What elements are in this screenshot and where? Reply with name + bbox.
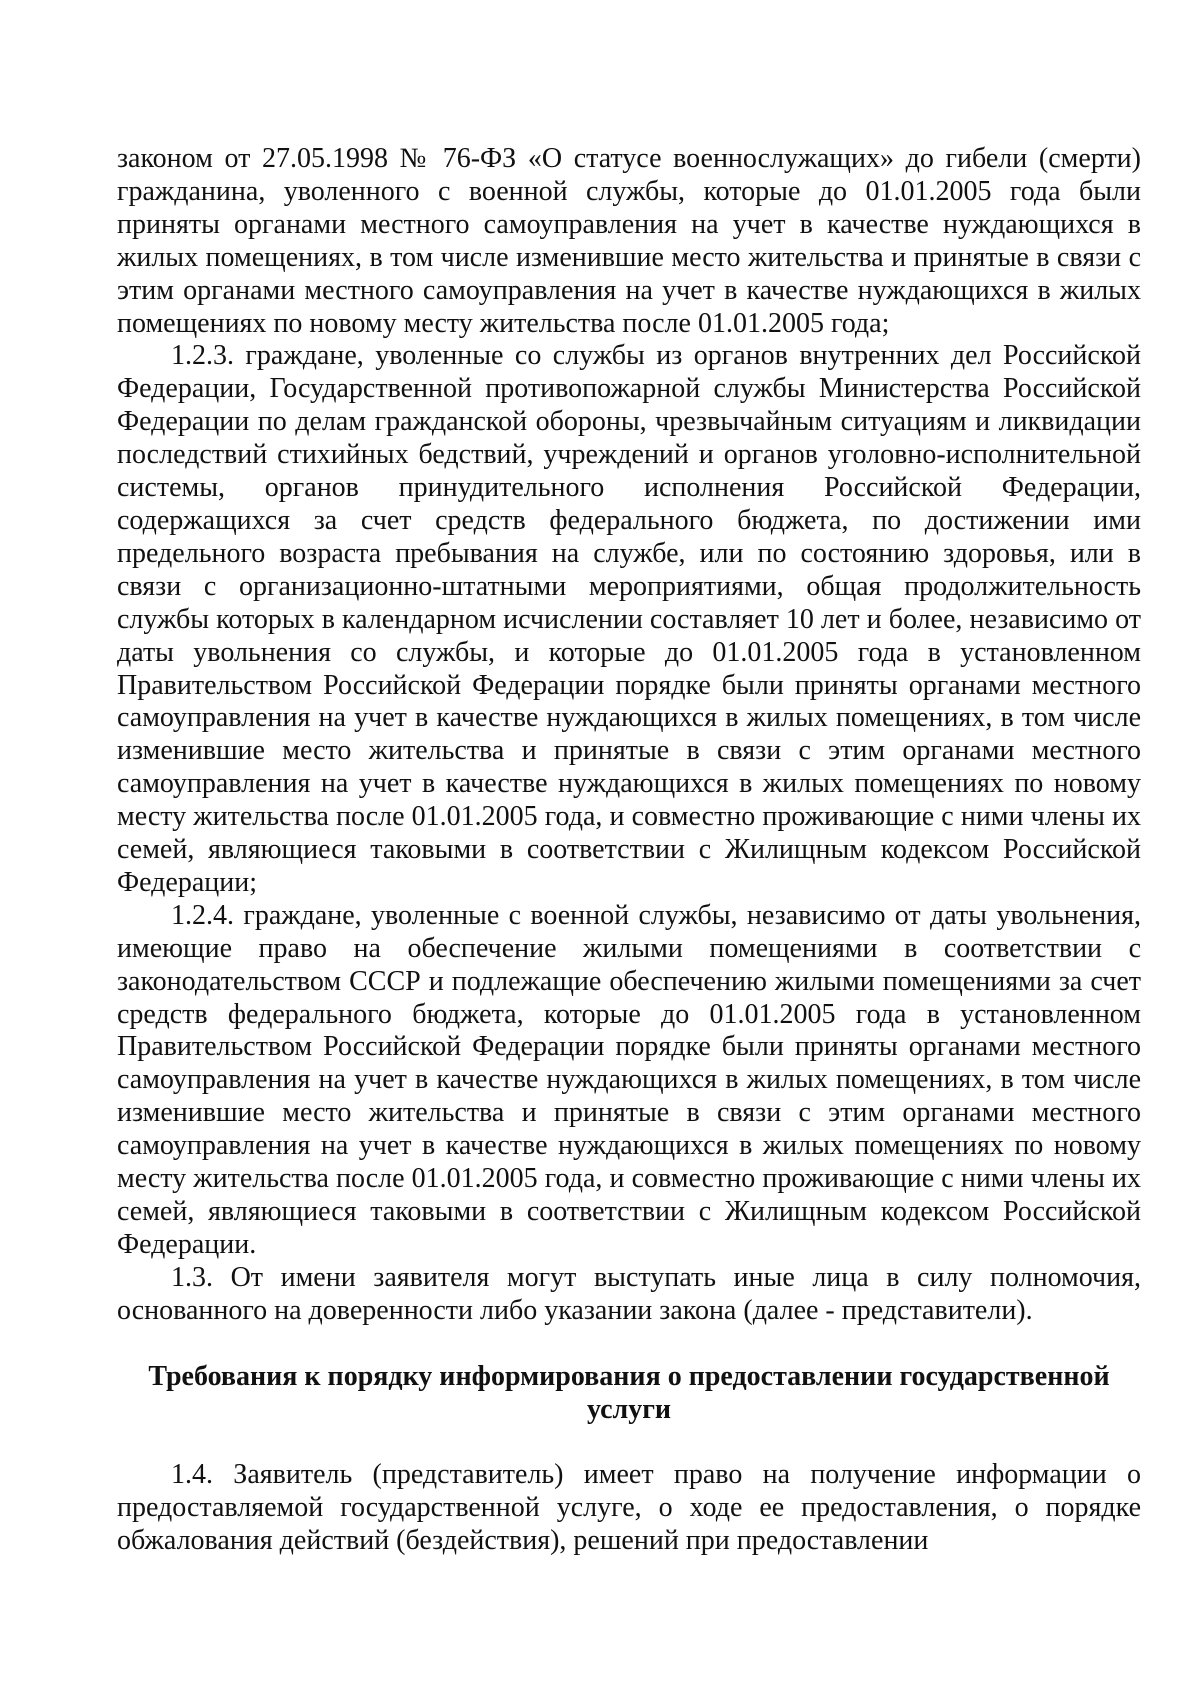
document-page — [117, 143, 1141, 1558]
paragraph-1-2-3: 1.2.3. граждане, уволенные со службы из органов внутренних дел Российской Федерации, Государственной противопожарной службы Министерства Российской Федерации по делам гражданской обороны, чрезвычайным ситуациям и ликвидации последствий стихийных бедствий, учреждений и органов уголовно-исполнительной системы, органов принудительного исполнения Российской Федерации, содержащихся за счет средств федерального бюджета, по достижении ими предельного возраста пребывания на службе, или по состоянию здоровья, или в связи с организационно-штатными мероприятиями, общая продолжительность службы которых в календарном исчислении составляет 10 лет и более, независимо от даты увольнения со службы, и которые до 01.01.2005 года в установленном Правительством Российской Федерации порядке были приняты органами местного самоуправления на учет в качестве нуждающихся в жилых помещениях, в том числе изменившие место жительства и принятые в связи с этим органами местного самоуправления на учет в качестве нуждающихся в жилых помещениях по новому месту жительства после 01.01.2005 года, и совместно проживающие с ними члены их семей, являющиеся таковыми в соответствии с Жилищным кодексом Российской Федерации; — [117, 340, 1141, 898]
paragraph-1-2-4: 1.2.4. граждане, уволенные с военной службы, независимо от даты увольнения, имеющие право на обеспечение жилыми помещениями в соответствии с законодательством СССР и подлежащие обеспечению жилыми помещениями за счет средств федерального бюджета, которые до 01.01.2005 года в установленном Правительством Российской Федерации порядке были приняты органами местного самоуправления на учет в качестве нуждающихся в жилых помещениях, в том числе изменившие место жительства и принятые в связи с этим органами местного самоуправления на учет в качестве нуждающихся в жилых помещениях по новому месту жительства после 01.01.2005 года, и совместно проживающие с ними члены их семей, являющиеся таковыми в соответствии с Жилищным кодексом Российской Федерации. — [117, 899, 1141, 1260]
paragraph-continuation: законом от 27.05.1998 № 76-ФЗ «О статусе военнослужащих» до гибели (смерти) гражданина, уволенного с военной службы, которые до 01.01.2005 года были приняты органами местного самоуправления на учет в качестве нуждающихся в жилых помещениях, в том числе изменившие место жительства и принятые в связи с этим органами местного самоуправления на учет в качестве нуждающихся в жилых помещениях по новому месту жительства после 01.01.2005 года; — [117, 143, 1141, 339]
section-heading: Требования к порядку информирования о предоставлении государственной услуги — [148, 1360, 1110, 1425]
paragraph-1-3: 1.3. От имени заявителя могут выступать иные лица в силу полномочия, основанного на доверенности либо указании закона (далее - представители). — [117, 1261, 1141, 1326]
paragraph-1-4: 1.4. Заявитель (представитель) имеет право на получение информации о предоставляемой государственной услуге, о ходе ее предоставления, о порядке обжалования действий (бездействия), решений при предоставлении — [117, 1459, 1141, 1557]
